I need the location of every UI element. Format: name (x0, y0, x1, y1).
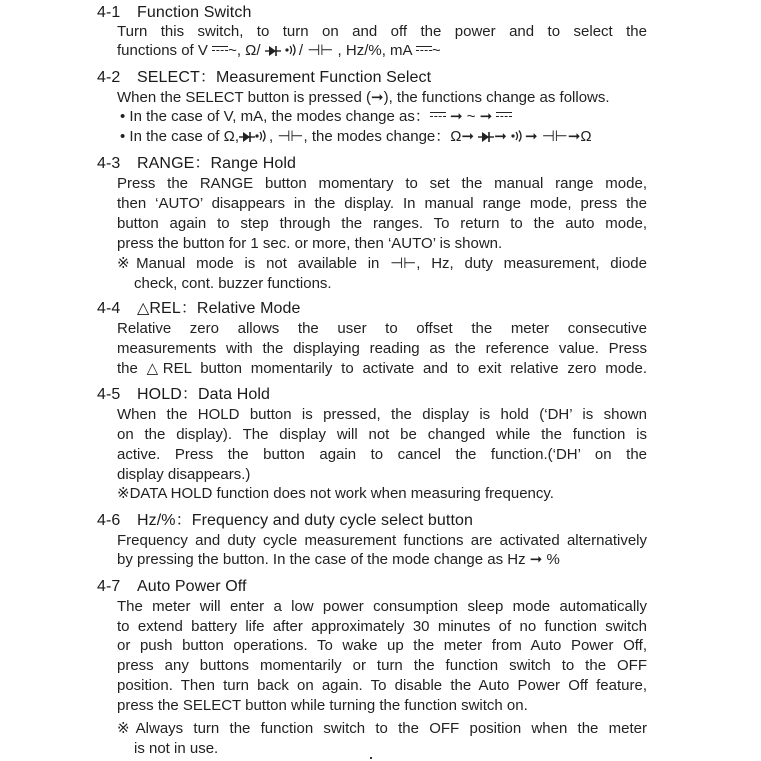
section-note-continued: is not in use. (134, 740, 219, 757)
section-line: on the display). The display will not be changed while the function is (117, 426, 647, 443)
dc-symbol-icon (430, 110, 446, 120)
mode-change-line-v: • In the case of V, mA, the modes change as： ➞ ~ ➞ (120, 107, 512, 126)
section-note: ※Manual mode is not available in ⊣⊢, Hz, duty measurement, diode (117, 255, 647, 272)
section-number: 4-3 (97, 155, 121, 172)
section-line: press any buttons momentarily or turn the function switch to the OFF (117, 657, 647, 674)
section-line: measurements with the displaying reading as the reference value. Press (117, 340, 647, 357)
buzzer-icon (285, 43, 299, 57)
section-title: SELECT：Measurement Function Select (137, 69, 432, 86)
page-mark (370, 757, 372, 759)
dc-symbol-icon (416, 44, 432, 54)
section-line: The meter will enter a low power consumption sleep mode automatically (117, 598, 647, 615)
section-heading-4-7 (97, 577, 247, 596)
diode-icon (239, 131, 255, 143)
section-heading-4-4 (97, 299, 301, 318)
section-line: When the SELECT button is pressed (➞), the functions change as follows. (117, 89, 610, 106)
section-line: Turn this switch, to turn on and off the power and to select the (117, 23, 647, 40)
section-line: Relative zero allows the user to offset the meter consecutive (117, 320, 647, 337)
section-heading-4-5 (97, 385, 270, 404)
section-line: then ‘AUTO’ disappears in the display. In manual range mode, press the (117, 195, 647, 212)
section-number: 4-5 (97, 386, 121, 403)
section-title: Function Switch (137, 4, 252, 21)
section-heading-4-2 (97, 68, 431, 87)
dc-symbol-icon (212, 44, 228, 54)
section-title: △REL：Relative Mode (137, 300, 301, 317)
section-line: When the HOLD button is pressed, the display is hold (‘DH’ is shown (117, 406, 647, 423)
section-line: position. Then turn back on again. To disable the Auto Power Off feature, (117, 677, 647, 694)
section-line: press the SELECT button while turning the function switch on. (117, 697, 528, 714)
section-heading-4-3 (97, 154, 296, 173)
section-line: active. Press the button again to cancel the function.(‘DH’ on the (117, 446, 647, 463)
section-line: display disappears.) (117, 466, 251, 483)
section-number: 4-4 (97, 300, 121, 317)
section-line: Frequency and duty cycle measurement functions are activated alternatively (117, 532, 647, 549)
section-note: ※Always turn the function switch to the OFF position when the meter (117, 720, 647, 737)
buzzer-icon (255, 129, 269, 143)
diode-icon (478, 131, 494, 143)
section-title: Hz/%：Frequency and duty cycle select button (137, 512, 474, 529)
section-heading-4-1 (97, 3, 251, 22)
diode-icon (265, 45, 281, 57)
section-line: button again to step through the ranges. To return to the auto mode, (117, 215, 647, 232)
section-note-continued: check, cont. buzzer functions. (134, 275, 332, 292)
section-number: 4-1 (97, 4, 121, 21)
section-heading-4-6 (97, 511, 473, 530)
section-line: or push button operations. To wake up the meter from Auto Power Off, (117, 637, 647, 654)
dc-symbol-icon (496, 110, 512, 120)
section-number: 4-7 (97, 578, 121, 595)
function-list-line: functions of V ~, Ω/ / ⊣⊢ , Hz/%, mA ~ (117, 42, 441, 59)
section-number: 4-2 (97, 69, 121, 86)
section-line: to extend battery life after approximately 30 minutes of no function switch (117, 618, 647, 635)
buzzer-icon (511, 129, 525, 143)
section-line: the △REL button momentarily to activate and to exit relative zero mode. (117, 360, 647, 377)
section-title: RANGE：Range Hold (137, 155, 296, 172)
section-title: Auto Power Off (137, 578, 247, 595)
section-line: by pressing the button. In the case of the mode change as Hz ➞ % (117, 551, 560, 568)
section-line: Press the RANGE button momentary to set the manual range mode, (117, 175, 647, 192)
mode-change-line-ohm: • In the case of Ω, , ⊣⊢, the modes change：Ω➞ ➞ ➞ ⊣⊢➞Ω (120, 128, 592, 145)
section-line: press the button for 1 sec. or more, then ‘AUTO’ is shown. (117, 235, 503, 252)
section-note: ※DATA HOLD function does not work when measuring frequency. (117, 485, 554, 502)
section-title: HOLD：Data Hold (137, 386, 271, 403)
section-number: 4-6 (97, 512, 121, 529)
